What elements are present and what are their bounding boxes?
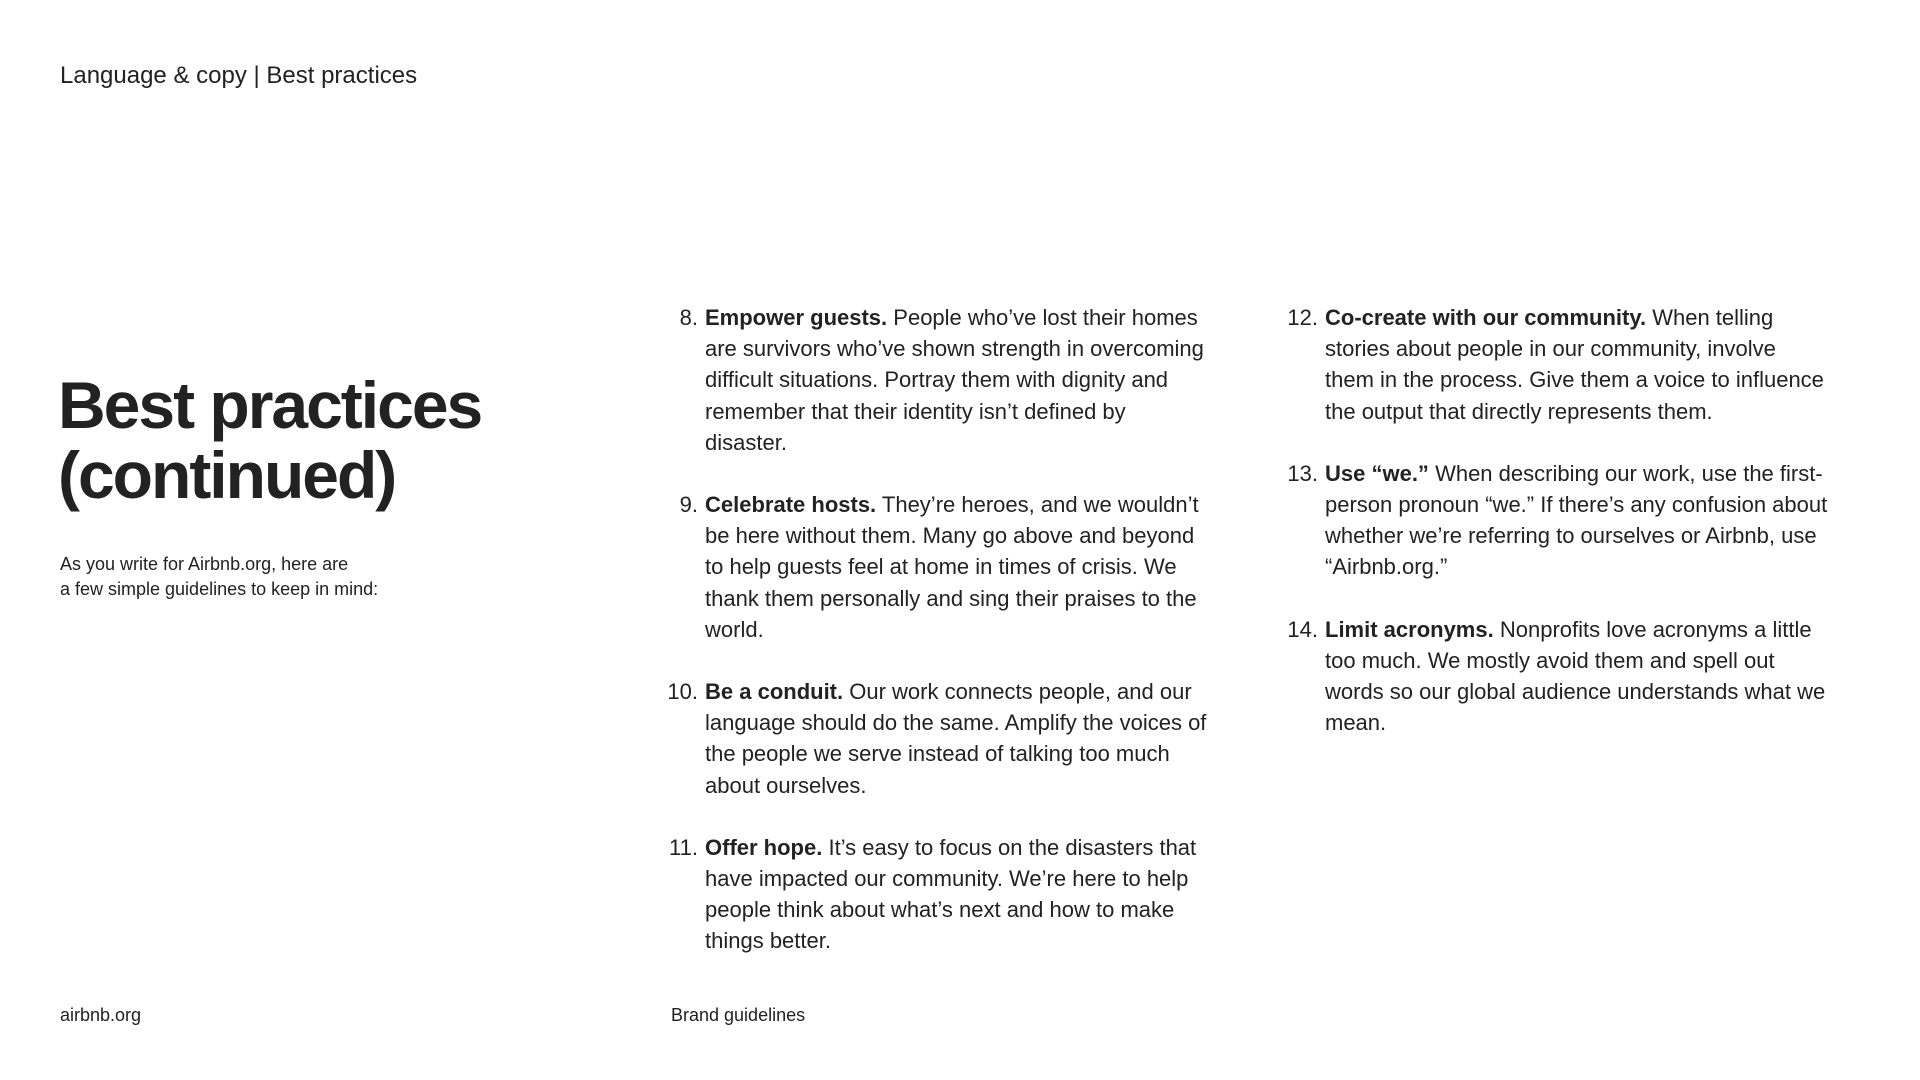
practice-number: 14. [1287, 616, 1318, 642]
practice-number: 9. [679, 492, 698, 518]
practice-heading: Use “we.” [1325, 460, 1429, 486]
practice-item [655, 832, 1210, 957]
intro-line-2: a few simple guidelines to keep in mind: [60, 579, 379, 599]
footer-doc-name: Brand guidelines [671, 1005, 806, 1025]
practice-heading: Co-create with our community. [1325, 305, 1647, 330]
practice-heading: Limit acronyms. [1325, 616, 1494, 642]
practice-heading: Empower guests. [705, 305, 888, 330]
title-line-1: Best practices [58, 368, 482, 442]
practice-item [655, 302, 1210, 458]
practice-heading: Celebrate hosts. [705, 492, 877, 518]
footer-site: airbnb.org [60, 1005, 142, 1025]
practice-text: They’re heroes, and we wouldn’t be here without them. Many go above and beyond to help guests feel at home in times of crisis. We thank them personally and sing their praises to the world. [705, 492, 1199, 642]
practices-column-right [1275, 302, 1830, 769]
practice-number: 8. [679, 305, 698, 330]
practice-item [655, 489, 1210, 645]
intro-line-1: As you write for Airbnb.org, here are [60, 554, 349, 574]
practice-item [1275, 614, 1830, 739]
practice-item [1275, 458, 1830, 583]
practice-text: Nonprofits love acronyms a little too much. We mostly avoid them and spell out words so our global audience understands what we mean. [1325, 616, 1826, 736]
practice-heading: Offer hope. [705, 834, 823, 860]
practice-number: 11. [669, 834, 698, 860]
practice-text: People who’ve lost their homes are survivors who’ve shown strength in overcoming difficult situations. Portray them with dignity and remember that their identity isn’t defined by disaster. [705, 305, 1204, 455]
practices-column-left [655, 302, 1210, 988]
practice-text: It’s easy to focus on the disasters that have impacted our community. We’re here to help people think about what’s next and how to make things better. [705, 834, 1197, 954]
practice-item [655, 676, 1210, 801]
section-label: Language & copy | Best practices [60, 62, 418, 89]
page-title [58, 370, 481, 510]
practice-text: When telling stories about people in our community, involve them in the process. Give them a voice to influence the output that directly represents them. [1325, 305, 1824, 424]
title-line-2: (continued) [58, 438, 396, 512]
practice-number: 12. [1287, 305, 1318, 330]
practice-text: Our work connects people, and our language should do the same. Amplify the voices of the people we serve instead of talking too much about ourselves. [705, 679, 1207, 798]
practice-number: 10. [667, 679, 698, 705]
practice-item [1275, 302, 1830, 427]
practice-heading: Be a conduit. [705, 679, 844, 705]
intro-text [60, 552, 378, 602]
practice-text: When describing our work, use the first-person pronoun “we.” If there’s any confusion about whether we’re referring to ourselves or Airbnb, use “Airbnb.org.” [1325, 460, 1828, 580]
practice-number: 13. [1287, 460, 1318, 486]
